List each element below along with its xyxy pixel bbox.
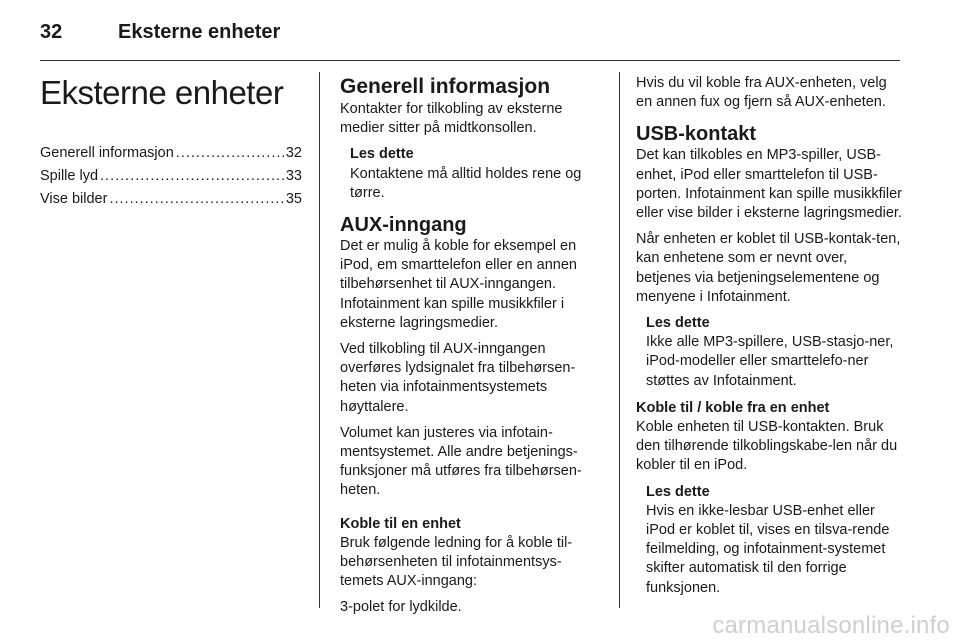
aux-paragraph-2: Ved tilkobling til AUX-inngangen overføres lydsignalet fra tilbehørsen-heten via infotainmentsystemets høyttalere. <box>340 341 576 415</box>
toc-entry-vise-bilder[interactable] <box>40 188 302 211</box>
running-title: Eksterne enheter <box>118 20 281 43</box>
section-heading-general: Generell informasjon <box>340 75 551 98</box>
note-box <box>636 483 902 598</box>
toc-label: Vise bilder <box>40 191 108 207</box>
chapter-title: Eksterne enheter <box>40 74 284 111</box>
toc-leader-dots <box>109 188 283 211</box>
connect-paragraph-2: 3-polet for lydkilde. <box>340 599 462 616</box>
toc-entry-generell-informasjon[interactable] <box>40 142 302 165</box>
usb-connect-paragraph: Koble enheten til USB-kontakten. Bruk den tilhørende tilkoblingskabe-len når du kobler til en iPod. <box>636 419 898 474</box>
note-title: Les dette <box>646 315 710 332</box>
section-heading-aux: AUX-inngang <box>340 214 467 237</box>
toc-leader-dots <box>100 165 284 188</box>
usb-paragraph-1: Det kan tilkobles en MP3-spiller, USB-enhet, iPod eller smarttelefon til USB-porten. Infotainment kan spille musikkfiler eller vise bilder i eksterne lagringsmedier. <box>636 147 902 222</box>
aux-paragraph-1: Det er mulig å koble for eksempel en iPod, em smarttelefon eller en annen tilbehørsenhet til AUX-inngangen. Infotainment kan spille musikkfiler i eksterne lagringsmedier. <box>340 238 577 331</box>
aux-paragraph-3: Volumet kan justeres via infotain-mentsystemet. Alle andre betjenings-funksjoner må utføres fra tilbehørsen-heten. <box>340 424 582 499</box>
aux-disconnect-paragraph: Hvis du vil koble fra AUX-enheten, velg en annen fux og fjern så AUX-enheten. <box>636 75 887 111</box>
intro-paragraph: Kontakter for tilkobling av eksterne medier sitter på midtkonsollen. <box>340 101 563 137</box>
note-box <box>636 314 902 391</box>
note-title: Les dette <box>646 483 710 500</box>
note-text: Kontaktene må alltid holdes rene og tørre. <box>350 165 582 201</box>
toc-label: Generell informasjon <box>40 145 174 161</box>
column-left <box>40 74 302 211</box>
page-number: 32 <box>40 20 63 43</box>
page-header <box>40 14 280 50</box>
note-box <box>340 145 604 203</box>
toc-page-number: 32 <box>285 145 302 161</box>
subheading-connect-device: Koble til en enhet <box>340 515 461 532</box>
toc-page-number: 33 <box>285 168 302 184</box>
toc-entry-spille-lyd[interactable] <box>40 165 302 188</box>
note-text: Ikke alle MP3-spillere, USB-stasjo-ner, iPod-modeller eller smarttelefo-ner støttes av Infotainment. <box>646 334 894 389</box>
column-right <box>636 74 902 606</box>
toc-label: Spille lyd <box>40 168 99 184</box>
subheading-connect-disconnect: Koble til / koble fra en enhet <box>636 399 830 416</box>
connect-paragraph-1: Bruk følgende ledning for å koble til-behørsenheten til infotainmentsys-temets AUX-inngang: <box>340 534 573 590</box>
column-divider-1 <box>319 72 320 608</box>
header-rule <box>40 60 900 61</box>
usb-paragraph-2: Når enheten er koblet til USB-kontak-ten, kan enhetene som er nevnt over, betjenes via betjeningselementene og menyene i Infotainment. <box>636 231 901 305</box>
column-middle <box>340 74 604 625</box>
note-title: Les dette <box>350 146 414 163</box>
toc-page-number: 35 <box>285 191 302 207</box>
table-of-contents <box>40 142 302 211</box>
section-heading-usb: USB-kontakt <box>636 123 757 146</box>
column-divider-2 <box>619 72 620 608</box>
watermark: carmanualsonline.info <box>712 612 950 639</box>
note-text: Hvis en ikke-lesbar USB-enhet eller iPod er koblet til, vises en tilsva-rende feilmelding, og infotainment-systemet skifter automatisk til den forrige funksjonen. <box>646 502 890 596</box>
toc-leader-dots <box>176 142 284 165</box>
